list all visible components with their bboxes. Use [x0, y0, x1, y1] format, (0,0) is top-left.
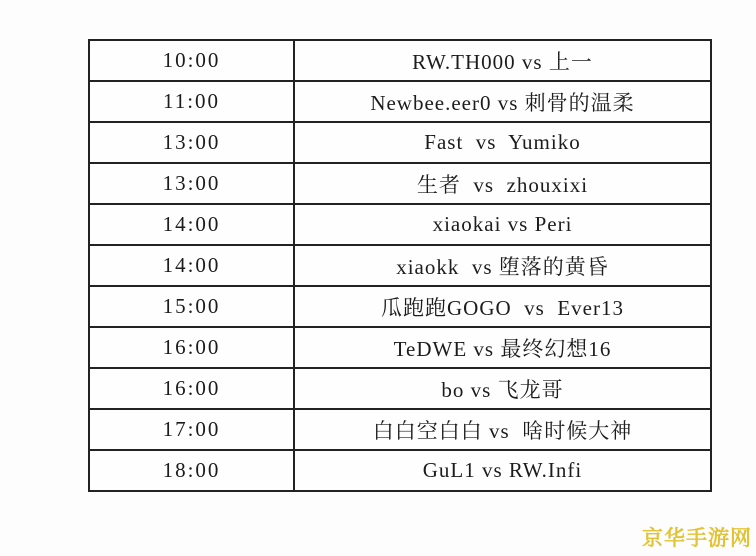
site-watermark: 京华手游网 [642, 527, 752, 550]
table-row [89, 450, 711, 491]
match-time: 11:00 [89, 81, 294, 122]
match-pairing: bo vs 飞龙哥 [294, 368, 711, 409]
table-row [89, 163, 711, 204]
match-pairing: 生者 vs zhouxixi [294, 163, 711, 204]
match-pairing: Newbee.eer0 vs 刺骨的温柔 [294, 81, 711, 122]
table-row [89, 122, 711, 163]
match-time: 18:00 [89, 450, 294, 491]
match-pairing: 白白空白白 vs 啥时候大神 [294, 409, 711, 450]
table-row [89, 40, 711, 81]
match-pairing: xiaokai vs Peri [294, 204, 711, 245]
match-pairing: GuL1 vs RW.Infi [294, 450, 711, 491]
match-time: 17:00 [89, 409, 294, 450]
table-row [89, 204, 711, 245]
table-row [89, 409, 711, 450]
match-time: 10:00 [89, 40, 294, 81]
table-row [89, 368, 711, 409]
match-pairing: RW.TH000 vs 上一 [294, 40, 711, 81]
match-time: 13:00 [89, 163, 294, 204]
match-pairing: TeDWE vs 最终幻想16 [294, 327, 711, 368]
table-row [89, 81, 711, 122]
match-time: 16:00 [89, 368, 294, 409]
table-row [89, 327, 711, 368]
match-time: 16:00 [89, 327, 294, 368]
table-row [89, 245, 711, 286]
match-pairing: 瓜跑跑GOGO vs Ever13 [294, 286, 711, 327]
match-schedule-table [88, 39, 712, 492]
match-time: 14:00 [89, 204, 294, 245]
match-time: 13:00 [89, 122, 294, 163]
match-time: 15:00 [89, 286, 294, 327]
table-row [89, 286, 711, 327]
match-pairing: xiaokk vs 堕落的黄昏 [294, 245, 711, 286]
match-pairing: Fast vs Yumiko [294, 122, 711, 163]
match-time: 14:00 [89, 245, 294, 286]
